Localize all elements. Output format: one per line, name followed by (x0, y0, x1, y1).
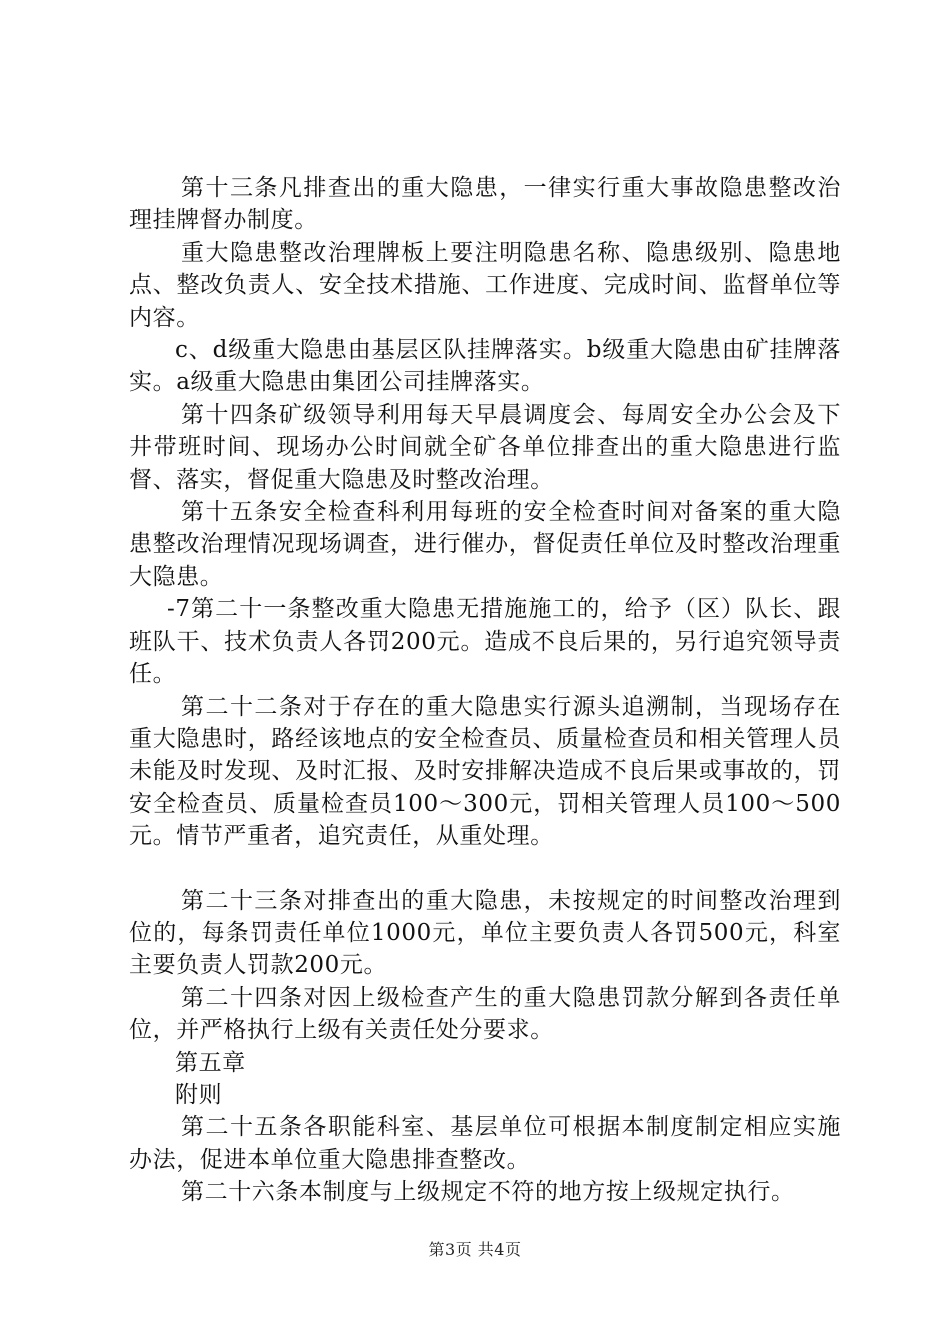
paragraph-article-13: 第十三条凡排查出的重大隐患，一律实行重大事故隐患整改治理挂牌督办制度。 (129, 175, 841, 234)
paragraph-gap (129, 853, 841, 885)
paragraph-article-21: -7第二十一条整改重大隐患无措施施工的，给予（区）队长、跟班队干、技术负责人各罚200元。造成不良后果的，另行追究领导责任。 (129, 596, 841, 688)
chapter-heading: 第五章 (175, 1049, 246, 1076)
paragraph-article-22: 第二十二条对于存在的重大隐患实行源头追溯制，当现场存在重大隐患时，路经该地点的安全检查员、质量检查员和相关管理人员未能及时发现、及时汇报、及时安排解决造成不良后果或事故的，罚安全检查员、质量检查员100～300元，罚相关管理人员100～500元。情节严重者，追究责任，从重处理。 (129, 693, 841, 850)
paragraph-article-26: 第二十六条本制度与上级规定不符的地方按上级规定执行。 (181, 1179, 795, 1206)
paragraph-article-24: 第二十四条对因上级检查产生的重大隐患罚款分解到各责任单位，并严格执行上级有关责任处分要求。 (129, 984, 841, 1044)
chapter-subheading: 附则 (175, 1081, 223, 1108)
paragraph-article-14: 第十四条矿级领导利用每天早晨调度会、每周安全办公会及下井带班时间、现场办公时间就全矿各单位排查出的重大隐患进行监督、落实，督促重大隐患及时整改治理。 (129, 401, 841, 493)
paragraph-article-15: 第十五条安全检查科利用每班的安全检查时间对备案的重大隐患整改治理情况现场调查，进行催办，督促责任单位及时整改治理重大隐患。 (129, 499, 841, 590)
paragraph-article-25: 第二十五条各职能科室、基层单位可根据本制度制定相应实施办法，促进本单位重大隐患排查整改。 (129, 1114, 841, 1173)
document-body (129, 172, 841, 1209)
paragraph-hazard-levels: c、d级重大隐患由基层区队挂牌落实。b级重大隐患由矿挂牌落实。a级重大隐患由集团公司挂牌落实。 (129, 337, 841, 396)
page-number-footer: 第3页 共4页 (428, 1240, 522, 1259)
paragraph-article-23: 第二十三条对排查出的重大隐患，未按规定的时间整改治理到位的，每条罚责任单位1000元，单位主要负责人各罚500元，科室主要负责人罚款200元。 (129, 887, 841, 979)
paragraph-hazard-board: 重大隐患整改治理牌板上要注明隐患名称、隐患级别、隐患地点、整改负责人、安全技术措施、工作进度、完成时间、监督单位等内容。 (129, 239, 841, 331)
